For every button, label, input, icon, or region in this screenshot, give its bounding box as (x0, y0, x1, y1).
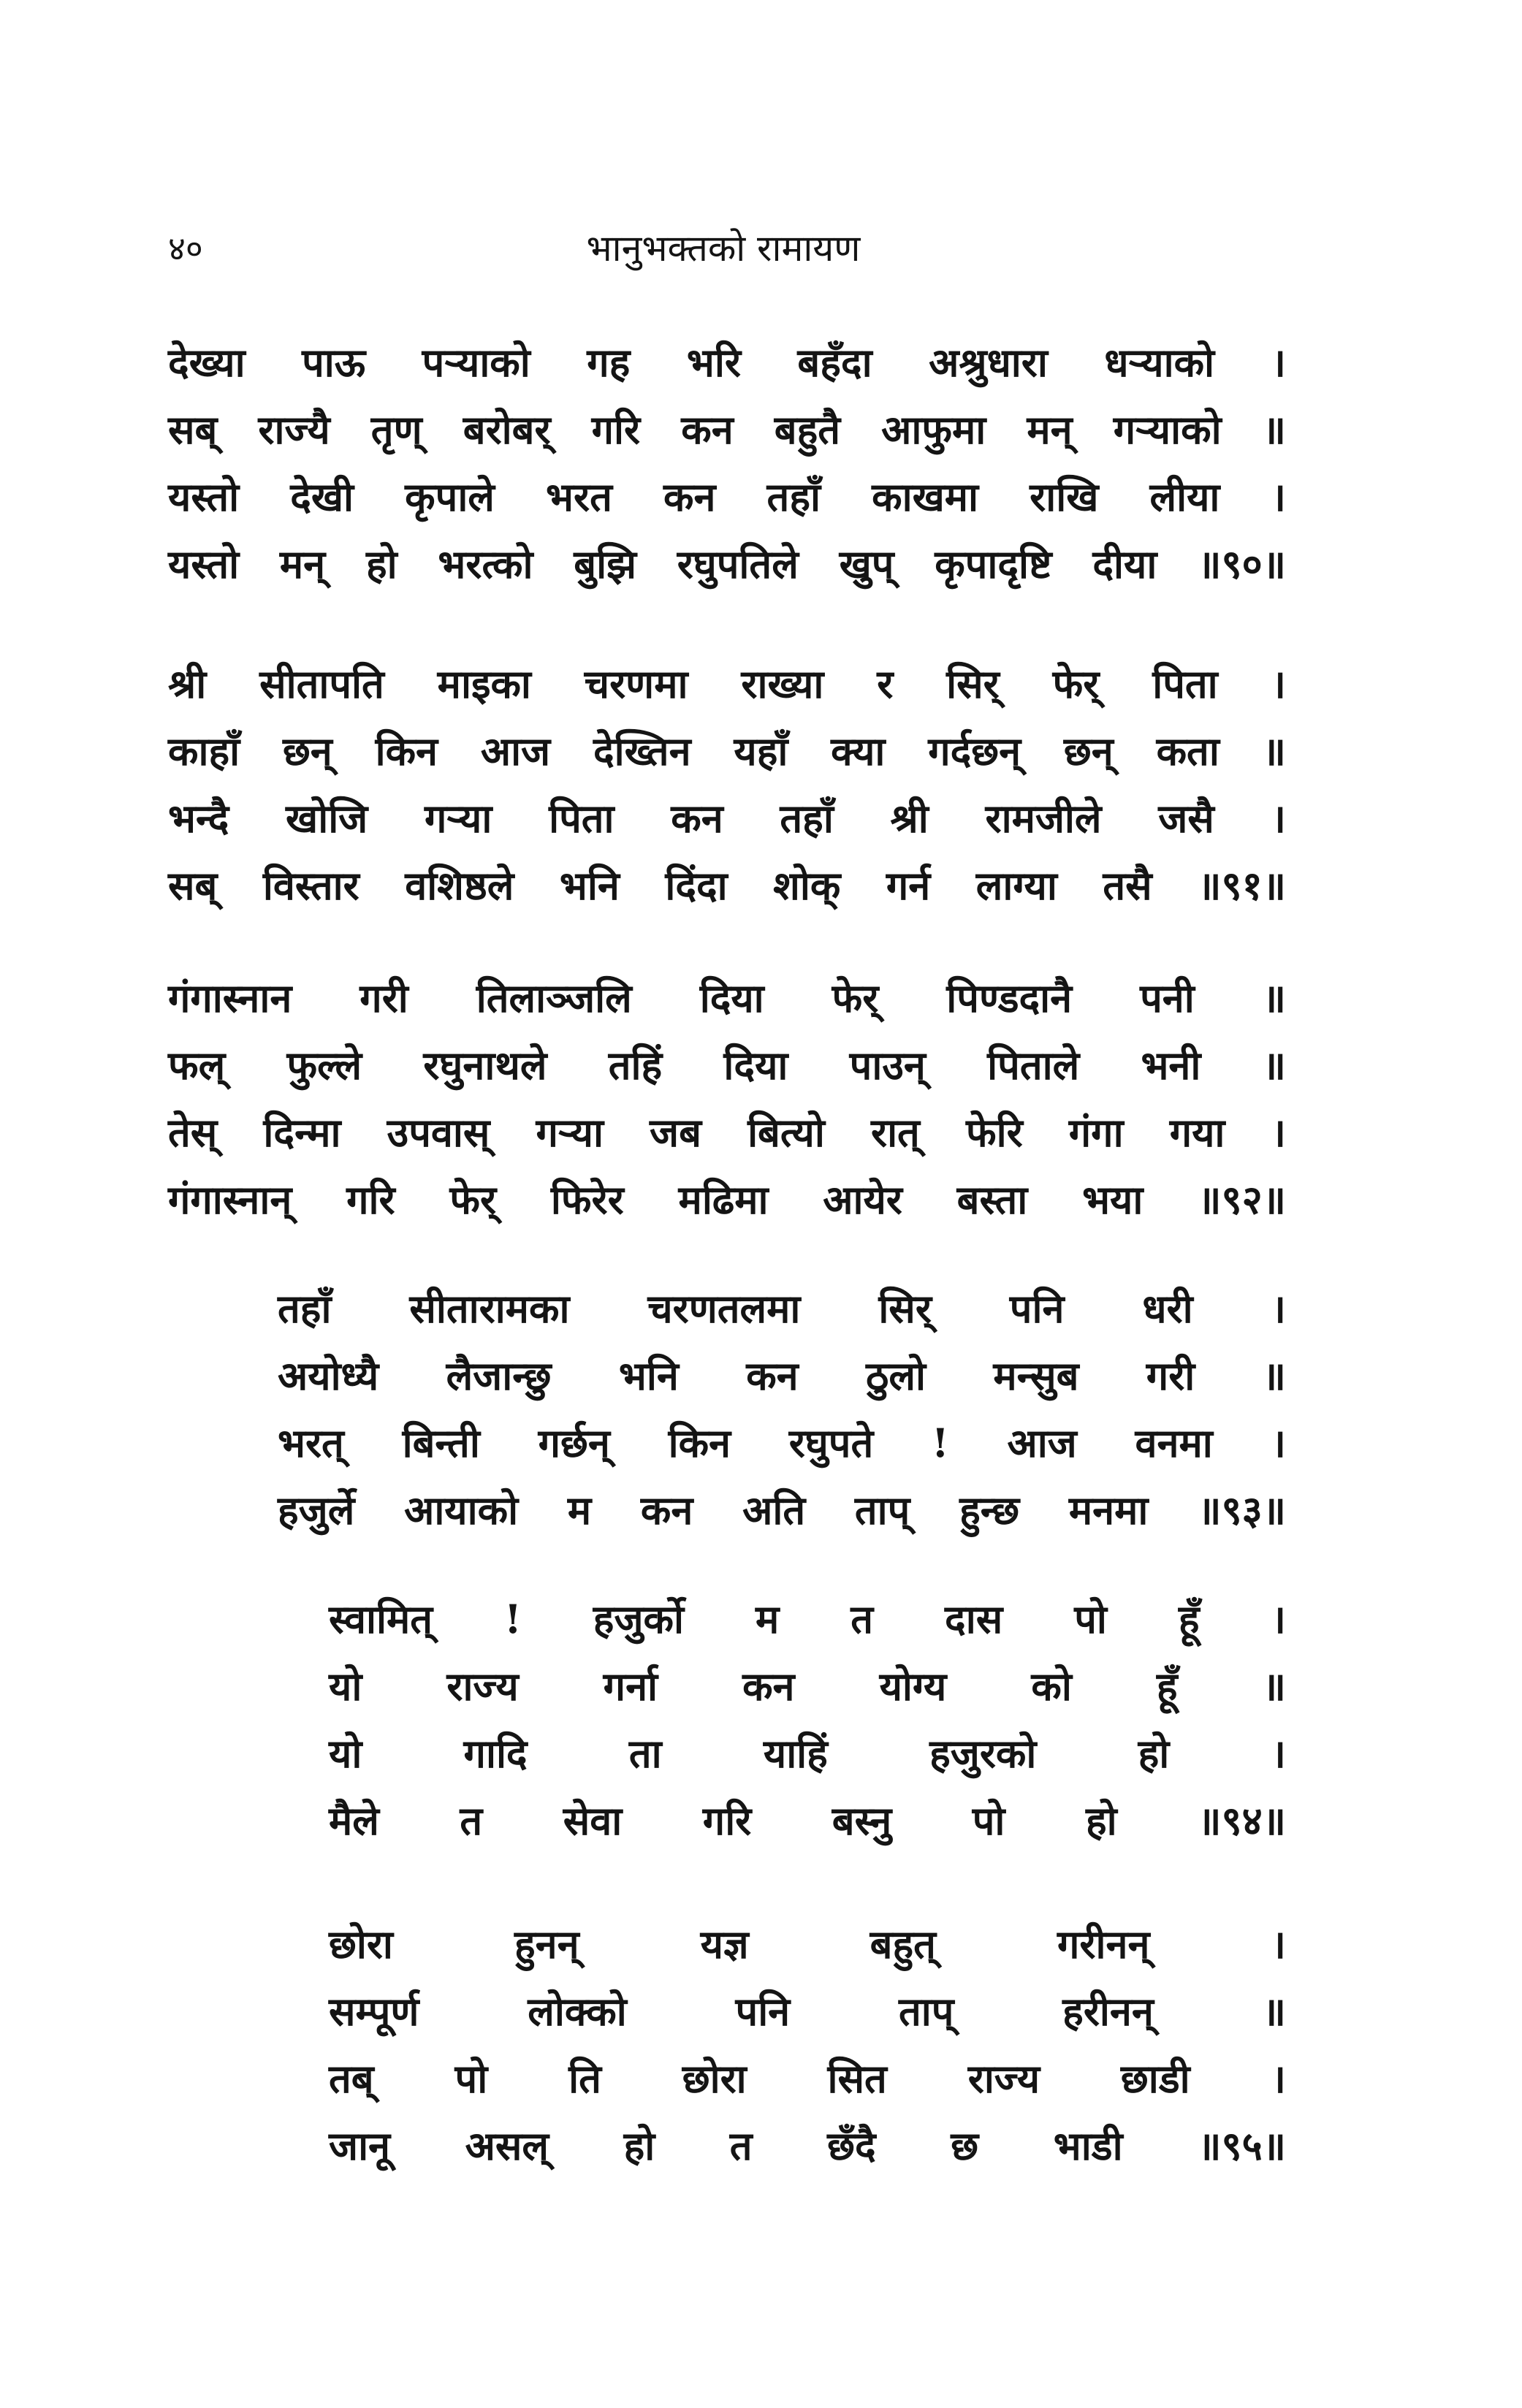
verse-line: देख्या पाऊ पऱ्याको गह भरि बहँदा अश्रुधारा धऱ्याको । (168, 339, 1286, 386)
verse-line: सब् विस्तार वशिष्ठले भनि दिंदा शोक् गर्न लाग्या तसै ॥९१॥ (168, 862, 1286, 909)
verse-line: यस्तो देखी कृपाले भरत कन तहाँ काखमा राखि लीया । (168, 473, 1286, 520)
verse-line: यो राज्य गर्ना कन योग्य को हूँ ॥ (329, 1663, 1286, 1710)
verse-line: काहाँ छन् किन आज देख्तिन यहाँ क्या गर्दछन् छन् कता ॥ (168, 728, 1286, 774)
stanza-95 (329, 1910, 1286, 2179)
verse-line: भरत् बिन्ती गर्छन् किन रघुपते ! आज वनमा । (278, 1420, 1286, 1466)
stanza-91 (168, 650, 1286, 919)
verse-line: गंगास्नान गरी तिलाञ्जलि दिया फेर् पिण्डदानै पनी ॥ (168, 975, 1286, 1021)
verse-line: छोरा हुनन् यज्ञ बहुत् गरीनन् । (329, 1921, 1286, 1967)
stanza-90 (168, 329, 1286, 598)
verse-line: स्वामित् ! हजुर्को म त दास पो हूँ । (329, 1596, 1286, 1642)
verse-line: यो गादि ता याहिं हजुरको हो । (329, 1730, 1286, 1777)
verse-line: भन्दै खोजि गऱ्या पिता कन तहाँ श्री रामजीले जसै । (168, 795, 1286, 842)
verse-line: श्री सीतापति माइका चरणमा राख्या र सिर् फेर् पिता । (168, 660, 1286, 707)
verse-line: फल् फुल्ले रघुनाथले तहिं दिया पाउन् पिताले भनी ॥ (168, 1042, 1286, 1089)
verse-line: हजुर्ले आयाको म कन अति ताप् हुन्छ मनमा ॥९३॥ (278, 1487, 1286, 1533)
page-number: ४० (168, 229, 203, 268)
verse-line: मैले त सेवा गरि बस्नु पो हो ॥९४॥ (329, 1797, 1286, 1844)
verse-line: गंगास्नान् गरि फेर् फिरेर मढिमा आयेर बस्ता भया ॥९२॥ (168, 1176, 1286, 1223)
verse-line: तहाँ सीतारामका चरणतलमा सिर् पनि धरी । (278, 1285, 1286, 1332)
verse-line: अयोध्यै लैजान्छु भनि कन ठुलो मन्सुब गरी ॥ (278, 1352, 1286, 1399)
verse-line: तेस् दिन्मा उपवास् गऱ्या जब बित्यो रात् फेरि गंगा गया । (168, 1109, 1286, 1156)
running-title: भानुभक्तको रामायण (586, 227, 861, 270)
verse-line: तब् पो ति छोरा सित राज्य छाडी । (329, 2055, 1286, 2102)
stanza-93 (278, 1275, 1286, 1544)
verse-line: जानू असल् हो त छँदै छ भाडी ॥९५॥ (329, 2122, 1286, 2169)
verse-line: यस्तो मन् हो भरत्को बुझि रघुपतिले खुप् कृपादृष्टि दीया ॥९०॥ (168, 541, 1286, 587)
stanza-92 (168, 964, 1286, 1233)
stanza-94 (329, 1585, 1286, 1854)
verse-line: सम्पूर्ण लोक्को पनि ताप् हरीनन् ॥ (329, 1988, 1286, 2035)
page-header (168, 219, 1279, 278)
verse-line: सब् राज्यै तृण् बरोबर् गरि कन बहुतै आफुमा मन् गऱ्याको ॥ (168, 406, 1286, 453)
